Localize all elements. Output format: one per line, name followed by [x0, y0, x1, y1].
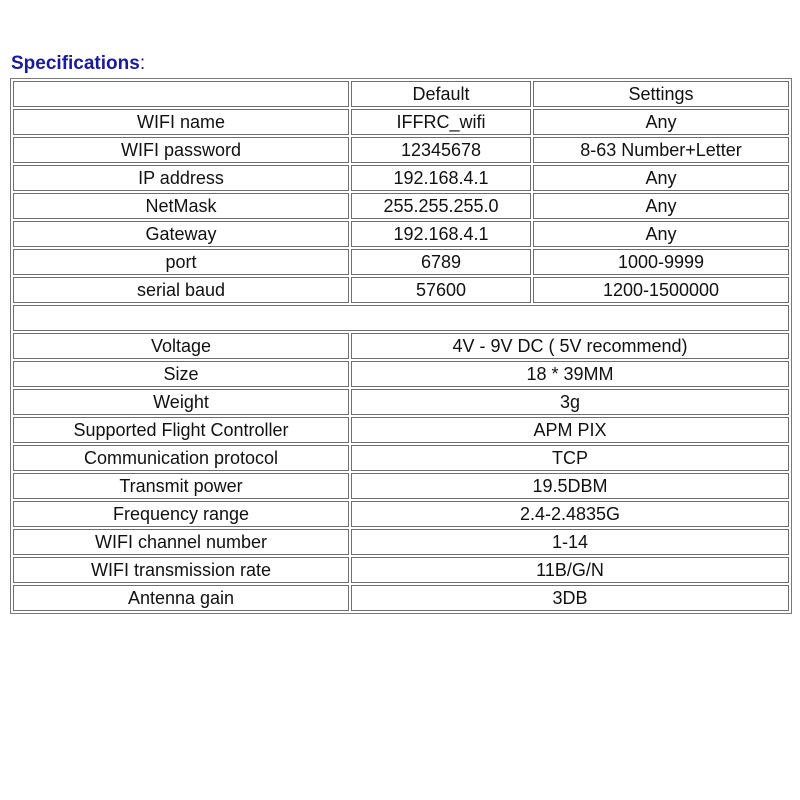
row-settings: Any	[533, 109, 789, 135]
row-label: Antenna gain	[13, 585, 349, 611]
table-header-row	[13, 81, 789, 107]
row-value: 3g	[351, 389, 789, 415]
table-row	[13, 361, 789, 387]
row-default: IFFRC_wifi	[351, 109, 531, 135]
row-default: 192.168.4.1	[351, 221, 531, 247]
table-row	[13, 137, 789, 163]
row-value: 18 * 39MM	[351, 361, 789, 387]
row-default: 255.255.255.0	[351, 193, 531, 219]
table-row	[13, 221, 789, 247]
table-row	[13, 445, 789, 471]
header-cell-label	[13, 81, 349, 107]
row-label: WIFI channel number	[13, 529, 349, 555]
row-settings: 1000-9999	[533, 249, 789, 275]
row-label: Supported Flight Controller	[13, 417, 349, 443]
row-label: WIFI password	[13, 137, 349, 163]
row-label: Communication protocol	[13, 445, 349, 471]
header-cell-settings: Settings	[533, 81, 789, 107]
row-value: 11B/G/N	[351, 557, 789, 583]
row-value: APM PIX	[351, 417, 789, 443]
specifications-table	[10, 78, 792, 614]
page-title-colon: :	[139, 53, 146, 74]
row-default: 192.168.4.1	[351, 165, 531, 191]
row-settings: Any	[533, 193, 789, 219]
row-label: Transmit power	[13, 473, 349, 499]
table-row	[13, 333, 789, 359]
row-label: Frequency range	[13, 501, 349, 527]
table-row	[13, 473, 789, 499]
table-row	[13, 193, 789, 219]
row-settings: 8-63 Number+Letter	[533, 137, 789, 163]
row-label: serial baud	[13, 277, 349, 303]
row-label: port	[13, 249, 349, 275]
table-row	[13, 501, 789, 527]
row-label: Weight	[13, 389, 349, 415]
row-value: 4V - 9V DC ( 5V recommend)	[351, 333, 789, 359]
row-label: NetMask	[13, 193, 349, 219]
row-default: 6789	[351, 249, 531, 275]
row-settings: 1200-1500000	[533, 277, 789, 303]
table-spacer-row	[13, 305, 789, 331]
row-value: TCP	[351, 445, 789, 471]
row-label: Voltage	[13, 333, 349, 359]
page-title	[11, 53, 145, 75]
row-settings: Any	[533, 221, 789, 247]
table-row	[13, 585, 789, 611]
table-row	[13, 389, 789, 415]
row-default: 57600	[351, 277, 531, 303]
row-default: 12345678	[351, 137, 531, 163]
row-label: Gateway	[13, 221, 349, 247]
row-label: IP address	[13, 165, 349, 191]
table-row	[13, 109, 789, 135]
specifications-table-body	[13, 81, 789, 611]
table-row	[13, 277, 789, 303]
header-cell-default: Default	[351, 81, 531, 107]
spacer-cell	[13, 305, 789, 331]
row-value: 3DB	[351, 585, 789, 611]
row-settings: Any	[533, 165, 789, 191]
table-row	[13, 249, 789, 275]
row-label: Size	[13, 361, 349, 387]
row-value: 19.5DBM	[351, 473, 789, 499]
row-value: 1-14	[351, 529, 789, 555]
table-row	[13, 557, 789, 583]
table-row	[13, 165, 789, 191]
page-title-text: Specifications	[11, 53, 140, 74]
row-label: WIFI transmission rate	[13, 557, 349, 583]
table-row	[13, 417, 789, 443]
row-value: 2.4-2.4835G	[351, 501, 789, 527]
row-label: WIFI name	[13, 109, 349, 135]
table-row	[13, 529, 789, 555]
